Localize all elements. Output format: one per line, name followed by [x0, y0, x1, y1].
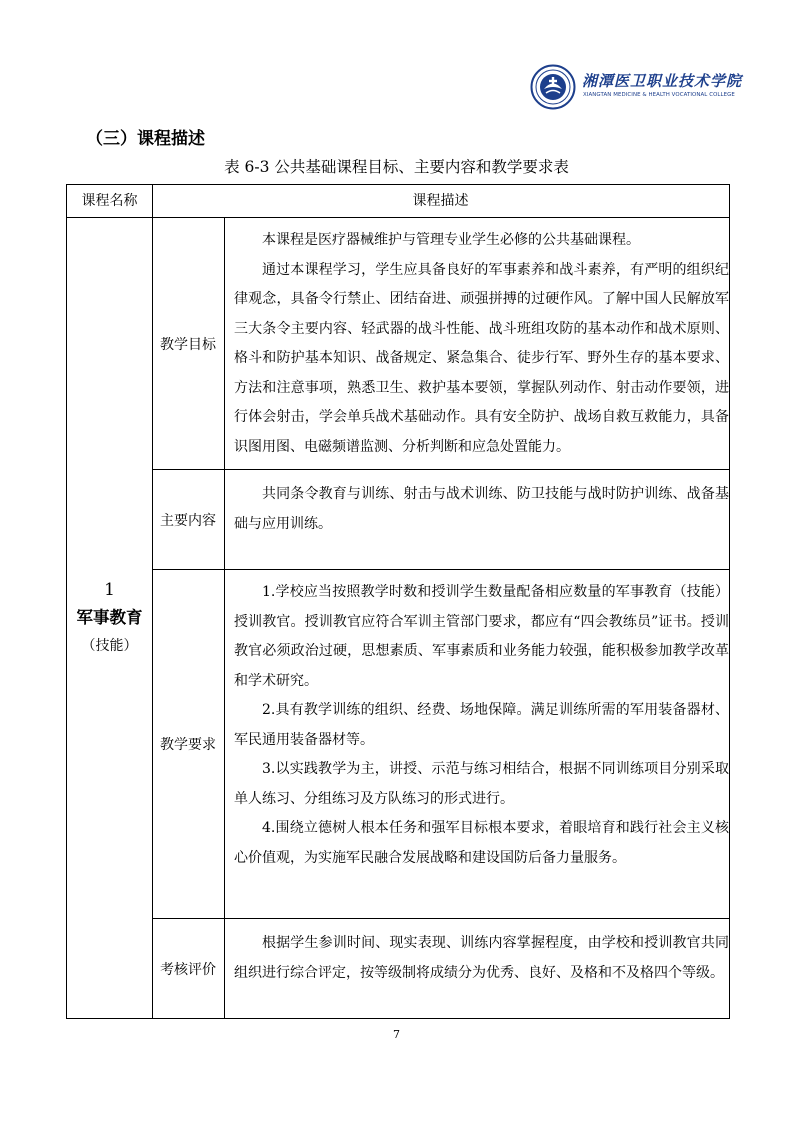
college-name-en: XIANGTAN MEDICINE & HEALTH VOCATIONAL COLLEGE — [583, 92, 735, 98]
college-name-cn: 湘潭医卫职业技术学院 — [582, 72, 743, 90]
course-cell — [67, 217, 152, 1018]
assessment-content — [224, 929, 729, 988]
paragraph: 1.学校应当按照教学时数和授训学生数量配备相应数量的军事教育（技能）授训教官。授训教官应符合军训主管部门要求，都应有“四会教练员”证书。授训教官必须政治过硬，思想素质、军事素质和业务能力较强，能积极参加教学改革和学术研究。 — [234, 584, 729, 689]
row-divider — [152, 469, 729, 470]
row-label-main-content: 主要内容 — [160, 512, 216, 529]
paragraph: 本课程是医疗器械维护与管理专业学生必修的公共基础课程。 — [262, 232, 640, 248]
paragraph: 4.围绕立德树人根本任务和强军目标根本要求，着眼培育和践行社会主义核心价值观，为实施军民融合发展战略和建设国防后备力量服务。 — [234, 820, 729, 866]
paragraph: 2.具有教学训练的组织、经费、场地保障。满足训练所需的军用装备器材、军民通用装备器材等。 — [234, 702, 729, 748]
college-seal-icon — [530, 64, 576, 110]
teaching-goals-content — [224, 226, 729, 462]
paragraph: 通过本课程学习，学生应具备良好的军事素养和战斗素养，有严明的组织纪律观念，具备令行禁止、团结奋进、顽强拼搏的过硬作风。了解中国人民解放军三大条令主要内容、轻武器的战斗性能、战斗班组攻防的基本动作和战术原则、格斗和防护基本知识、战备规定、紧急集合、徒步行军、野外生存的基本要求、方法和注意事项，熟悉卫生、救护基本要领，掌握队列动作、射击动作要领，进行体会射击，学会单兵战术基础动作。具有安全防护、战场自救互救能力，具备识图用图、电磁频谱监测、分析判断和应急处置能力。 — [234, 261, 729, 455]
row-divider — [152, 569, 729, 570]
course-type: （技能） — [81, 637, 138, 654]
table-caption: 表 6-3 公共基础课程目标、主要内容和教学要求表 — [224, 158, 569, 176]
paragraph: 3.以实践教学为主，讲授、示范与练习相结合，根据不同训练项目分别采取单人练习、分组练习及方队练习的形式进行。 — [234, 761, 729, 807]
header-course-desc: 课程描述 — [412, 193, 469, 209]
teaching-requirements-content — [224, 578, 729, 873]
course-table — [66, 184, 730, 1019]
page-number: 7 — [393, 1028, 400, 1041]
course-number: 1 — [104, 579, 115, 600]
college-logo — [530, 64, 743, 110]
course-name: 军事教育 — [76, 607, 143, 627]
paragraph: 共同条令教育与训练、射击与战术训练、防卫技能与战时防护训练、战备基础与应用训练。 — [234, 486, 729, 532]
row-label-assessment: 考核评价 — [160, 961, 216, 978]
header-course-name: 课程名称 — [81, 193, 138, 209]
main-content-content — [224, 480, 729, 539]
section-heading: （三）课程描述 — [86, 129, 205, 149]
row-label-teaching-goals: 教学目标 — [160, 336, 216, 353]
row-divider — [152, 918, 729, 919]
paragraph: 根据学生参训时间、现实表现、训练内容掌握程度，由学校和授训教官共同组织进行综合评定，按等级制将成绩分为优秀、良好、及格和不及格四个等级。 — [234, 935, 729, 981]
row-label-teaching-requirements: 教学要求 — [160, 737, 216, 753]
